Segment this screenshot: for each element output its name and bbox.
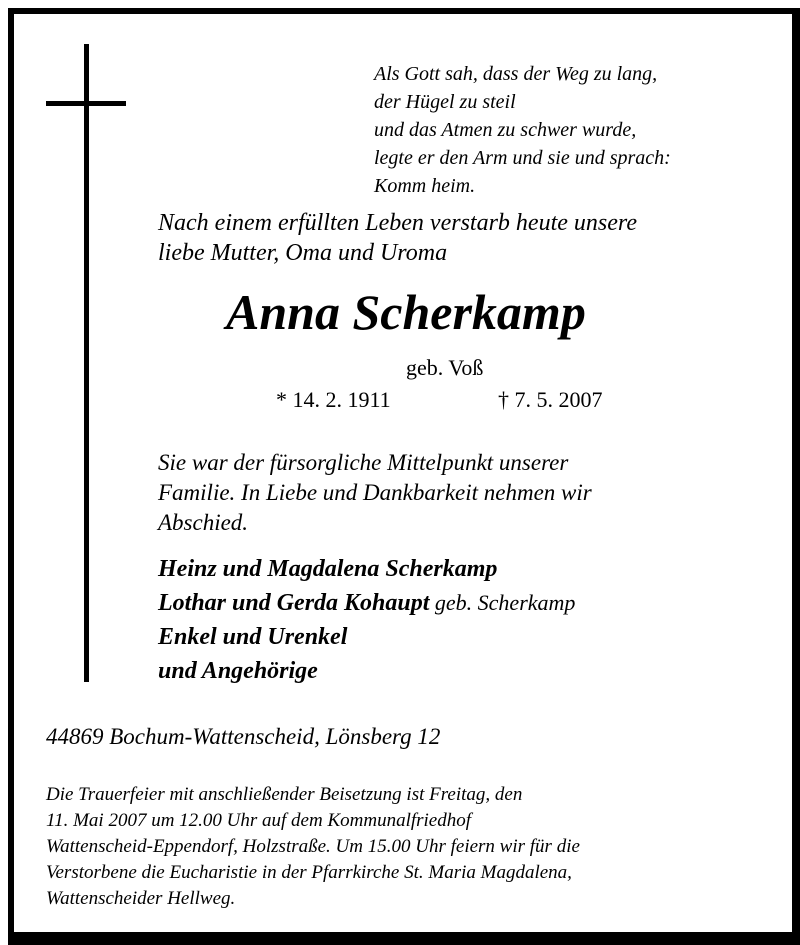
cross-vertical-bar [84, 44, 89, 682]
mourner-name: Heinz und Magdalena Scherkamp [158, 556, 498, 582]
tribute-line: Familie. In Liebe und Dankbarkeit nehmen wir [158, 480, 592, 505]
tribute-line: Sie war der fürsorgliche Mittelpunkt unserer [158, 450, 569, 475]
deceased-name: Anna Scherkamp [226, 284, 586, 340]
mourner-entry [158, 620, 778, 654]
mourner-entry [158, 586, 778, 620]
funeral-details [46, 782, 776, 912]
tribute-text [158, 448, 768, 538]
poem-line: Als Gott sah, dass der Weg zu lang, [374, 63, 658, 85]
mourner-name: und Angehörige [158, 658, 318, 684]
maiden-name: geb. Voß [406, 355, 484, 380]
birth-date: * 14. 2. 1911 [276, 387, 391, 412]
mourner-entry [158, 654, 778, 688]
funeral-line: Wattenscheider Hellweg. [46, 888, 236, 909]
intro-line: Nach einem erfüllten Leben verstarb heute unsere [158, 210, 637, 236]
tribute-line: Abschied. [158, 510, 249, 535]
mourner-name: Lothar und Gerda Kohaupt [158, 590, 430, 616]
funeral-line: 11. Mai 2007 um 12.00 Uhr auf dem Kommunalfriedhof [46, 810, 472, 831]
poem-line: legte er den Arm und sie und sprach: [374, 147, 671, 169]
funeral-line: Wattenscheid-Eppendorf, Holzstraße. Um 15.00 Uhr feiern wir für die [46, 836, 580, 857]
poem-line: und das Atmen zu schwer wurde, [374, 119, 637, 141]
mourner-entry [158, 552, 778, 586]
poem-line: Komm heim. [374, 175, 476, 197]
cross-horizontal-bar [46, 101, 126, 106]
mourners-list [158, 552, 778, 688]
intro-line: liebe Mutter, Oma und Uroma [158, 240, 448, 266]
poem-line: der Hügel zu steil [374, 91, 516, 113]
mourner-name: Enkel und Urenkel [158, 624, 348, 650]
family-address: 44869 Bochum-Wattenscheid, Lönsberg 12 [46, 724, 441, 749]
death-announcement-intro [158, 208, 768, 268]
mourner-note: geb. Scherkamp [429, 590, 576, 615]
funeral-line: Verstorbene die Eucharistie in der Pfarrkirche St. Maria Magdalena, [46, 862, 572, 883]
funeral-line: Die Trauerfeier mit anschließender Beisetzung ist Freitag, den [46, 784, 523, 805]
death-date: † 7. 5. 2007 [498, 387, 603, 412]
poem [374, 60, 774, 200]
